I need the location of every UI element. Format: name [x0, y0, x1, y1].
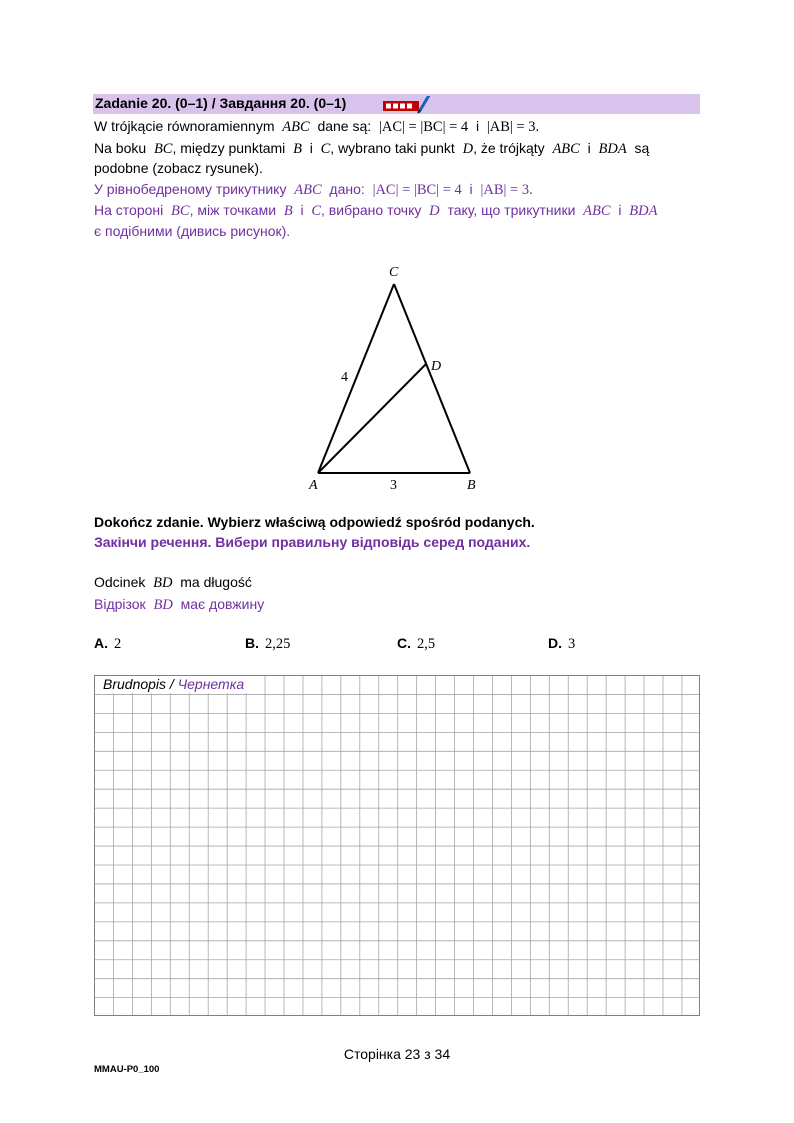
question-pl: Odcinek BD ma długość — [94, 574, 252, 591]
instruction-ua: Закінчи речення. Вибери правильну відповідь серед поданих. — [94, 534, 531, 550]
question-ua: Відрізок BD має довжину — [94, 596, 265, 613]
answer-option-d[interactable]: D. 3 — [548, 635, 576, 652]
keyboard-pen-icon — [383, 96, 439, 117]
triangle-figure — [290, 255, 490, 500]
label-a: A — [309, 478, 318, 493]
problem-ua-line3: є подібними (дивись рисунок). — [94, 223, 291, 239]
math-condition-base: |AB| = 3. — [486, 119, 540, 135]
answer-option-b[interactable]: B. 2,25 — [245, 635, 291, 652]
label-ab-length: 3 — [390, 478, 397, 493]
label-d: D — [431, 359, 442, 374]
grid-border — [95, 676, 700, 1016]
problem-pl-line1: W trójkącie równoramiennym ABC dane są: |AC| = |BC| = 4 i |AB| = 3. — [94, 118, 540, 135]
math-abc: ABC — [282, 119, 310, 135]
page-number: Сторінка 23 з 34 — [343, 1046, 451, 1062]
problem-ua-line1: У рівнобедреному трикутнику ABC дано: |AC| = |BC| = 4 і |AB| = 3. — [94, 181, 533, 198]
draft-grid[interactable] — [94, 675, 700, 1016]
problem-ua-line2: На стороні BC, між точками B і C, вибрано точку D таку, що трикутники ABC і BDA — [94, 202, 658, 219]
label-c: C — [389, 265, 399, 280]
problem-pl-line3: podobne (zobacz rysunek). — [94, 160, 263, 176]
document-code: MMAU-P0_100 — [94, 1064, 160, 1075]
segment-ad — [318, 364, 426, 473]
answer-option-a[interactable]: A. 2 — [94, 635, 122, 652]
answer-option-c[interactable]: C. 2,5 — [397, 635, 436, 652]
side-bc — [394, 284, 470, 473]
label-ac-length: 4 — [341, 370, 348, 385]
task-title: Zadanie 20. (0–1) / Завдання 20. (0–1) — [95, 95, 347, 111]
side-ac — [318, 284, 394, 473]
label-b: B — [467, 478, 476, 493]
instruction-pl: Dokończ zdanie. Wybierz właściwą odpowiedź spośród podanych. — [94, 514, 535, 530]
task-header — [93, 94, 700, 114]
math-condition-sides: |AC| = |BC| = 4 — [378, 119, 469, 135]
draft-label: Brudnopis / Чернетка — [95, 676, 250, 693]
problem-pl-line2: Na boku BC, między punktami B i C, wybrano taki punkt D, że trójkąty ABC i BDA są — [94, 140, 650, 157]
